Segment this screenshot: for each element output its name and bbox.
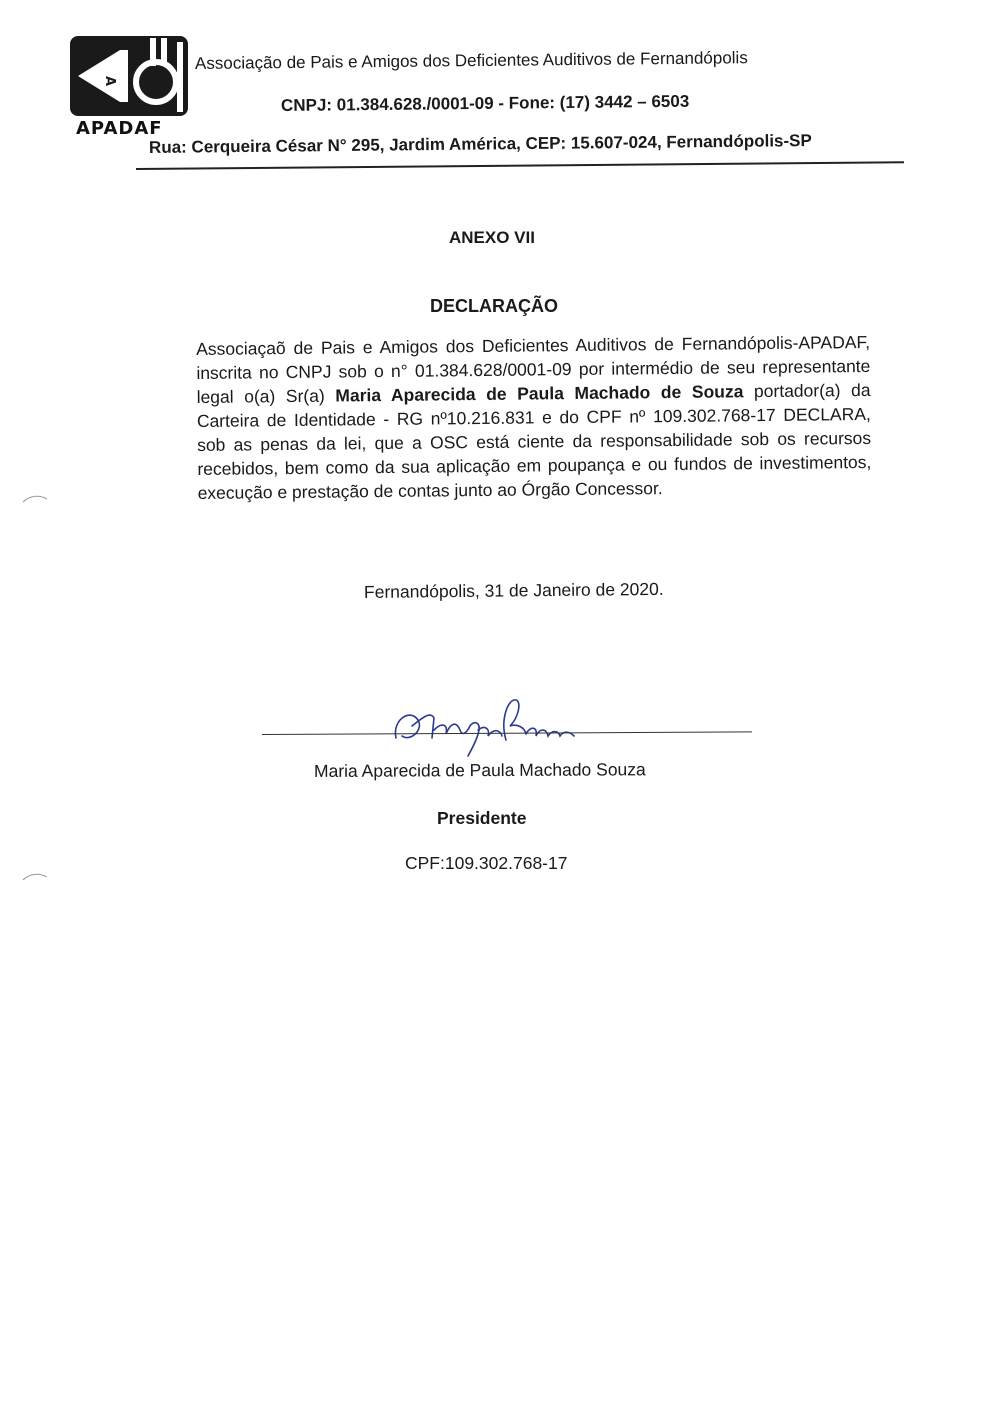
- declaration-text-part1: Associaçaõ de Pais e Amigos dos Deficientes Auditivos de Fernandópolis-APADAF, inscrita no CNPJ sob o n° 01.384.628/0001-09 por intermédio de seu representante legal o(a) Sr(a): [196, 331, 871, 407]
- annex-title: ANEXO VII: [449, 228, 535, 247]
- scan-artifact-mark: [22, 494, 48, 504]
- header-divider: [136, 161, 904, 170]
- handwritten-signature: [390, 690, 580, 760]
- logo-emblem: [70, 36, 188, 116]
- svg-text:A: A: [102, 76, 117, 87]
- signer-name: Maria Aparecida de Paula Machado Souza: [313, 759, 646, 781]
- place-and-date: Fernandópolis, 31 de Janeiro de 2020.: [363, 578, 664, 602]
- document-title: DECLARAÇÃO: [430, 296, 558, 316]
- declaration-body: [196, 330, 872, 505]
- declaration-text-part2: portador(a) da Carteira de Identidade - RG nº10.216.831 e do CPF nº 109.302.768-17 DECLARA, sob as penas da lei, que a OSC está ciente da responsabilidade sob os recursos recebidos, bem como da sua aplicação em poupança e ou fundos de investimentos, execução e prestação de contas junto ao Órgão Concessor.: [196, 379, 872, 503]
- apadaf-logo: [70, 36, 190, 139]
- organization-address: Rua: Cerqueira César N° 295, Jardim América, CEP: 15.607-024, Fernandópolis-SP: [148, 131, 812, 157]
- representative-name: Maria Aparecida de Paula Machado de Souza: [335, 381, 744, 406]
- scan-artifact-mark: [22, 872, 48, 882]
- signer-cpf: CPF:109.302.768-17: [405, 853, 568, 873]
- signer-role: Presidente: [437, 808, 527, 828]
- ear-emblem-icon: [70, 36, 188, 116]
- organization-contact: CNPJ: 01.384.628./0001-09 - Fone: (17) 3442 – 6503: [280, 91, 690, 115]
- logo-wordmark: APADAF: [76, 118, 163, 139]
- organization-name: Associação de Pais e Amigos dos Deficientes Auditivos de Fernandópolis: [194, 48, 748, 73]
